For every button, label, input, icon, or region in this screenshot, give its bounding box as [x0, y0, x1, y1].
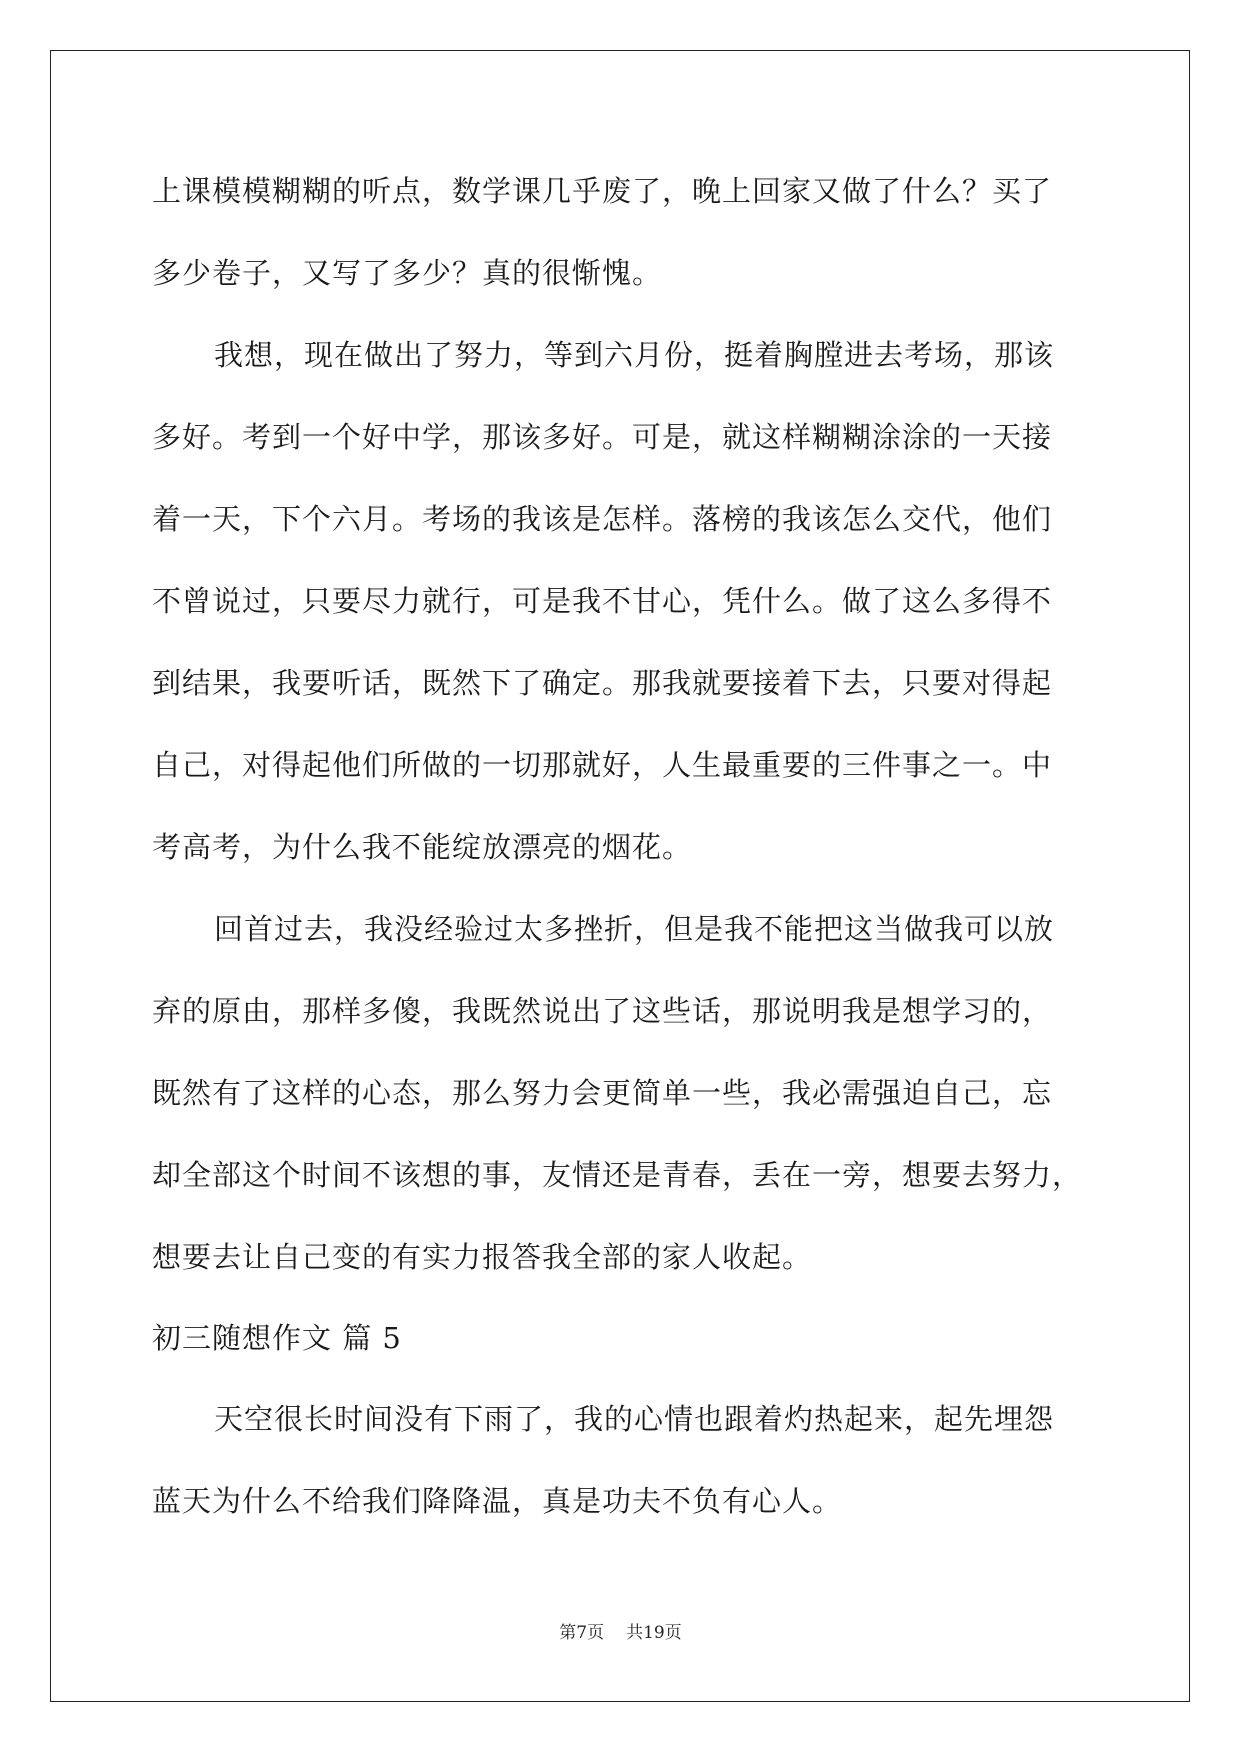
text-line: 考高考，为什么我不能绽放漂亮的烟花。 — [152, 830, 693, 864]
text-line: 着一天，下个六月。考场的我该是怎样。落榜的我该怎么交代，他们 — [152, 502, 1053, 536]
page-total: 共19页 — [626, 1623, 682, 1643]
paragraph-3 — [152, 888, 1092, 1298]
text-line: 上课模模糊糊的听点，数学课几乎废了，晚上回家又做了什么？买了 — [152, 174, 1053, 208]
text-line: 既然有了这样的心态，那么努力会更简单一些，我必需强迫自己，忘 — [152, 1076, 1053, 1110]
text-line: 天空很长时间没有下雨了，我的心情也跟着灼热起来，起先埋怨 — [214, 1402, 1055, 1436]
text-line: 到结果，我要听话，既然下了确定。那我就要接着下去，只要对得起 — [152, 666, 1053, 700]
paragraph-2 — [152, 314, 1092, 888]
text-line: 多少卷子，又写了多少？真的很惭愧。 — [152, 256, 663, 290]
text-line: 弃的原由，那样多傻，我既然说出了这些话，那说明我是想学习的， — [152, 994, 1053, 1028]
paragraph-4 — [152, 1378, 1092, 1542]
paragraph-1 — [152, 150, 1092, 314]
section-heading: 初三随想作文 篇 5 — [152, 1321, 402, 1355]
text-line: 我想，现在做出了努力，等到六月份，挺着胸膛进去考场，那该 — [214, 338, 1055, 372]
text-line: 回首过去，我没经验过太多挫折，但是我不能把这当做我可以放 — [214, 912, 1055, 946]
document-body — [152, 150, 1092, 1542]
text-line: 却全部这个时间不该想的事，友情还是青春，丢在一旁，想要去努力， — [152, 1158, 1083, 1192]
text-line: 自己，对得起他们所做的一切那就好，人生最重要的三件事之一。中 — [152, 748, 1053, 782]
text-line: 多好。考到一个好中学，那该多好。可是，就这样糊糊涂涂的一天接 — [152, 420, 1053, 454]
text-line: 想要去让自己变的有实力报答我全部的家人收起。 — [152, 1240, 813, 1274]
text-line: 不曾说过，只要尽力就行，可是我不甘心，凭什么。做了这么多得不 — [152, 584, 1053, 618]
page-footer — [0, 1618, 1241, 1643]
page-number: 第7页 — [559, 1623, 605, 1643]
text-line: 蓝天为什么不给我们降降温，真是功夫不负有心人。 — [152, 1484, 843, 1518]
